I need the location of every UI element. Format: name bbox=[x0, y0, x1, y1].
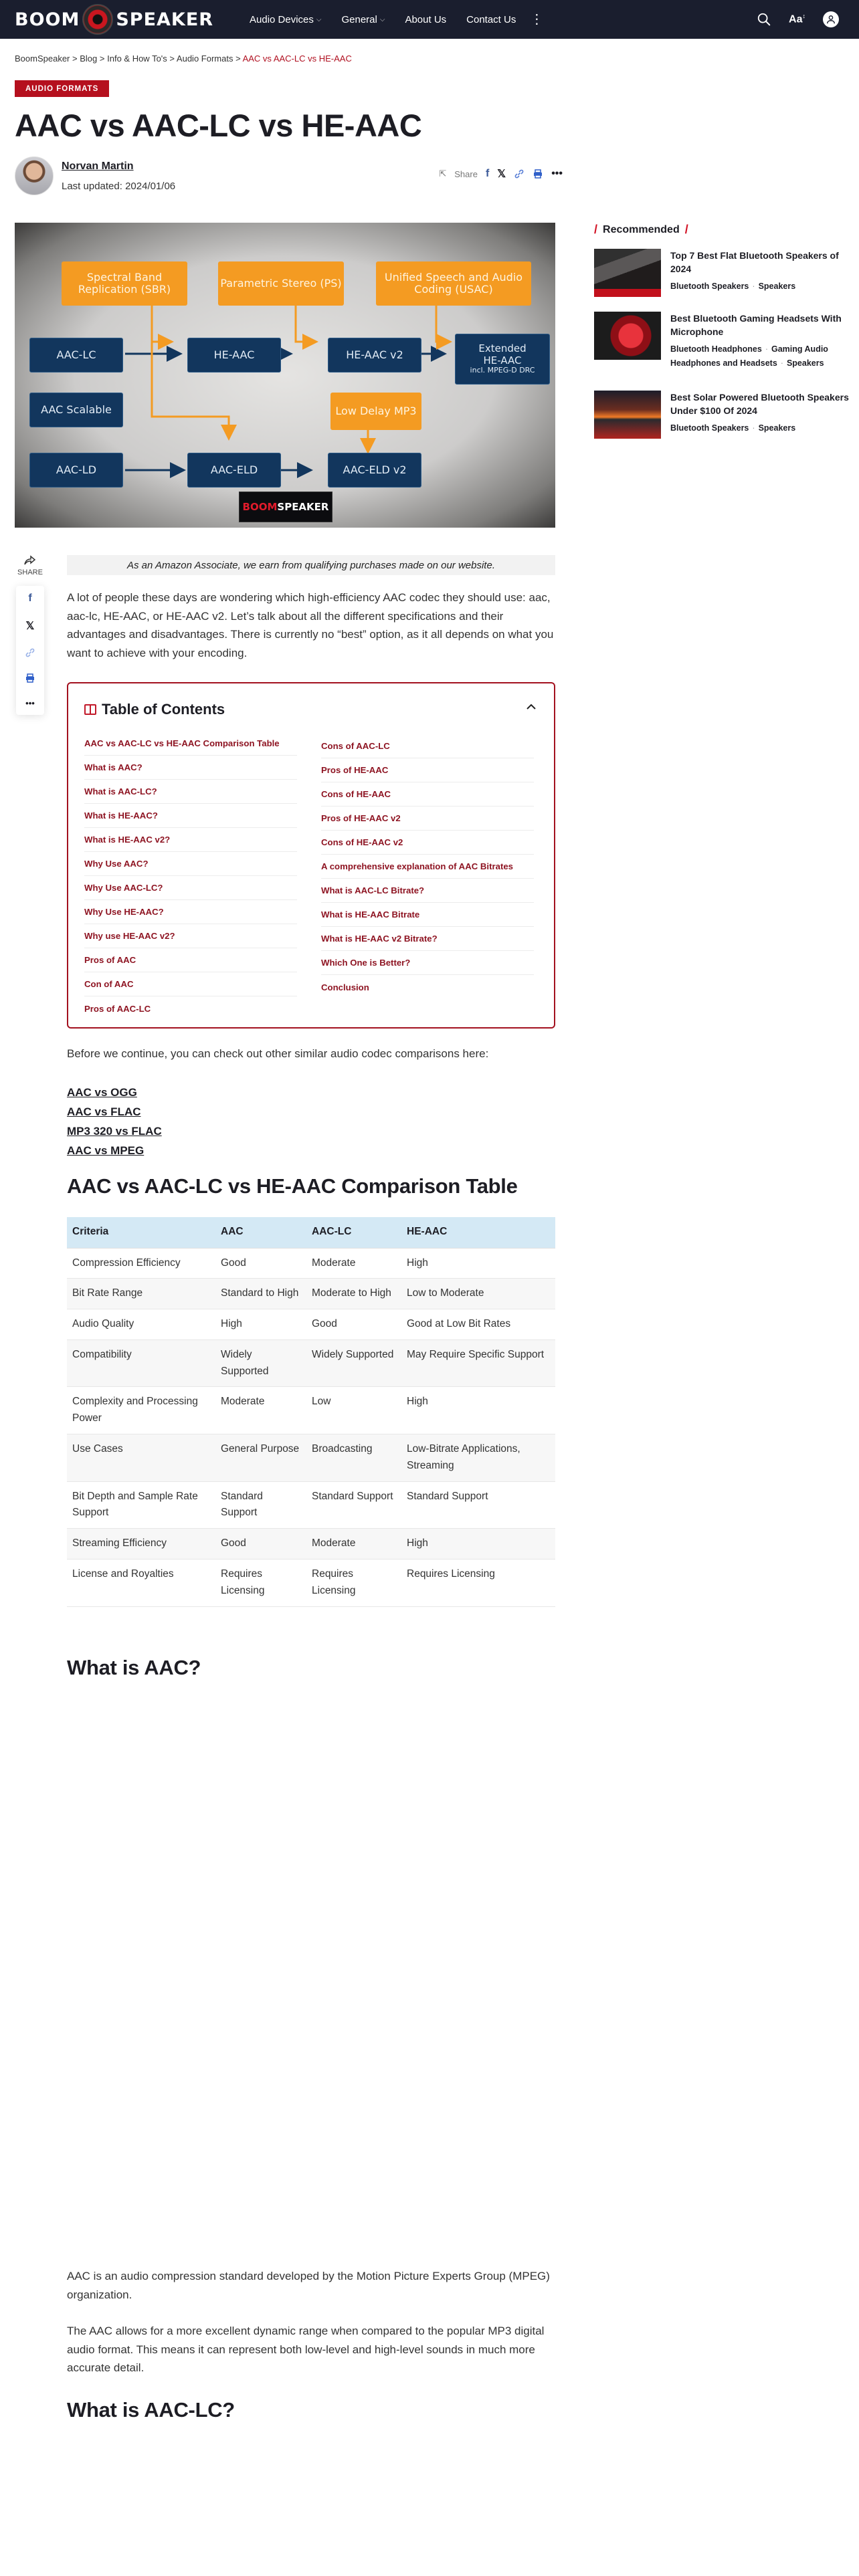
table-row bbox=[67, 1279, 555, 1309]
table-header-row bbox=[67, 1217, 555, 1248]
related-comparisons bbox=[67, 1085, 162, 1158]
table-cell: Audio Quality bbox=[67, 1309, 215, 1340]
share-icon-stack bbox=[16, 586, 44, 715]
table-cell: Bit Depth and Sample Rate Support bbox=[67, 1481, 215, 1529]
header-actions bbox=[757, 0, 839, 39]
toc-link[interactable]: Con of AAC bbox=[84, 972, 297, 996]
toc-link[interactable]: Pros of HE-AAC bbox=[321, 758, 534, 782]
thumbnail-image[interactable] bbox=[594, 312, 661, 360]
table-cell: Requires Licensing bbox=[401, 1560, 555, 1607]
box-he-aac: HE-AAC bbox=[187, 338, 281, 372]
toc-link[interactable]: Pros of HE-AAC v2 bbox=[321, 807, 534, 831]
table-cell: Standard Support bbox=[306, 1481, 401, 1529]
chevron-up-icon[interactable] bbox=[526, 704, 537, 710]
breadcrumb-item[interactable]: BoomSpeaker bbox=[15, 53, 70, 64]
table-cell: May Require Specific Support bbox=[401, 1339, 555, 1387]
nav-label: Audio Devices bbox=[250, 13, 314, 25]
box-extended-line1: Extended bbox=[478, 342, 527, 355]
table-cell: Streaming Efficiency bbox=[67, 1529, 215, 1560]
copy-link-icon[interactable] bbox=[514, 169, 524, 179]
breadcrumb-separator: > bbox=[169, 53, 175, 64]
table-cell: Standard to High bbox=[215, 1279, 306, 1309]
nav-audio-devices[interactable] bbox=[240, 14, 331, 25]
facebook-icon[interactable]: f bbox=[485, 168, 490, 179]
section-heading-comparison: AAC vs AAC-LC vs HE-AAC Comparison Table bbox=[67, 1174, 518, 1198]
table-header: AAC-LC bbox=[306, 1217, 401, 1248]
category-link[interactable]: Bluetooth Headphones bbox=[670, 344, 762, 354]
table-cell: Moderate to High bbox=[306, 1279, 401, 1309]
table-cell: Low-Bitrate Applications, Streaming bbox=[401, 1434, 555, 1482]
logo-word-right: SPEAKER bbox=[116, 9, 214, 30]
thumbnail-image[interactable] bbox=[594, 249, 661, 297]
toc-column-left bbox=[84, 732, 297, 1021]
related-link[interactable]: AAC vs OGG bbox=[67, 1086, 137, 1099]
toc-link[interactable]: What is AAC-LC? bbox=[84, 780, 297, 804]
breadcrumb-item[interactable]: Audio Formats bbox=[176, 53, 233, 64]
site-logo[interactable] bbox=[15, 4, 218, 35]
chevron-down-icon: ⌵ bbox=[379, 15, 385, 23]
toc-link[interactable]: Pros of AAC bbox=[84, 948, 297, 972]
logo-word-left: BOOM bbox=[15, 9, 80, 30]
table-cell: Requires Licensing bbox=[306, 1560, 401, 1607]
author-name[interactable]: Norvan Martin bbox=[62, 160, 134, 172]
table-cell: Widely Supported bbox=[215, 1339, 306, 1387]
table-header: Criteria bbox=[67, 1217, 215, 1248]
font-size-button[interactable]: Aa↕ bbox=[789, 13, 805, 25]
breadcrumb-separator: > bbox=[235, 53, 241, 64]
category-link[interactable]: Speakers bbox=[758, 282, 796, 291]
copy-link-icon[interactable] bbox=[25, 647, 35, 658]
section-heading-what-is-aac: What is AAC? bbox=[67, 1656, 201, 1679]
table-cell: High bbox=[215, 1309, 306, 1340]
toc-title: Table of Contents bbox=[102, 701, 225, 718]
toc-link[interactable]: Why Use AAC? bbox=[84, 852, 297, 876]
related-link[interactable]: AAC vs FLAC bbox=[67, 1105, 141, 1118]
font-size-label: Aa bbox=[789, 13, 803, 25]
x-twitter-icon[interactable]: 𝕏 bbox=[25, 621, 35, 632]
search-icon[interactable] bbox=[757, 12, 771, 27]
user-icon[interactable] bbox=[823, 11, 839, 27]
category-badge[interactable]: AUDIO FORMATS bbox=[15, 80, 109, 97]
table-row bbox=[67, 1309, 555, 1340]
breadcrumb-separator: > bbox=[72, 53, 78, 64]
box-aac-eld: AAC-ELD bbox=[187, 453, 281, 488]
recommended-categories bbox=[670, 421, 851, 435]
table-header: AAC bbox=[215, 1217, 306, 1248]
section-heading-what-is-aac-lc: What is AAC-LC? bbox=[67, 2398, 235, 2422]
nav-general[interactable] bbox=[331, 14, 395, 25]
nav-label: General bbox=[341, 13, 377, 25]
nav-contact-us[interactable] bbox=[456, 14, 526, 25]
book-icon bbox=[84, 704, 96, 715]
comparison-table bbox=[67, 1217, 555, 1607]
watermark-right: SPEAKER bbox=[277, 501, 329, 513]
recommended-title[interactable]: Best Solar Powered Bluetooth Speakers Under $100 Of 2024 bbox=[670, 392, 849, 417]
toc-link[interactable]: What is HE-AAC v2? bbox=[84, 828, 297, 852]
table-cell: Good at Low Bit Rates bbox=[401, 1309, 555, 1340]
table-cell: Compatibility bbox=[67, 1339, 215, 1387]
separator-dot: · bbox=[752, 423, 755, 433]
before-links-paragraph: Before we continue, you can check out other similar audio codec comparisons here: bbox=[67, 1047, 489, 1060]
speaker-logo-icon bbox=[82, 4, 113, 35]
watermark-left: BOOM bbox=[242, 501, 278, 513]
thumbnail-image[interactable] bbox=[594, 391, 661, 439]
toc-link[interactable]: Conclusion bbox=[321, 982, 369, 992]
table-cell: High bbox=[401, 1248, 555, 1279]
recommended-title[interactable]: Best Bluetooth Gaming Headsets With Microphone bbox=[670, 313, 842, 338]
category-link[interactable]: Gaming Audio bbox=[771, 344, 828, 354]
table-cell: Good bbox=[215, 1248, 306, 1279]
site-header bbox=[0, 0, 859, 39]
nav-about-us[interactable] bbox=[395, 14, 456, 25]
toc-link[interactable]: AAC vs AAC-LC vs HE-AAC Comparison Table bbox=[84, 732, 297, 756]
table-row bbox=[67, 1529, 555, 1560]
toc-link[interactable]: Cons of HE-AAC bbox=[321, 782, 534, 807]
separator-dot: · bbox=[780, 358, 783, 368]
affiliate-notice: As an Amazon Associate, we earn from qualifying purchases made on our website. bbox=[67, 555, 555, 575]
heading-accent: / bbox=[594, 223, 598, 236]
toc-link[interactable]: Cons of HE-AAC v2 bbox=[321, 831, 534, 855]
nav-label: Contact Us bbox=[466, 13, 516, 25]
author-avatar[interactable] bbox=[15, 156, 54, 195]
intro-paragraph: A lot of people these days are wondering which high-efficiency AAC codec they should use: aac, aac-lc, HE-AAC, or HE-AAC v2. Let’s talk about all the different specifications and their advantages and disadvantages. There is currently no “best” option, as it all depends on what you want to achieve with your encoding. bbox=[67, 591, 554, 659]
toc-link[interactable]: Why Use AAC-LC? bbox=[84, 876, 297, 900]
share-icon bbox=[24, 555, 36, 566]
table-cell: Bit Rate Range bbox=[67, 1279, 215, 1309]
box-aac-scalable: AAC Scalable bbox=[29, 393, 123, 427]
print-icon[interactable] bbox=[533, 169, 543, 179]
breadcrumb-item[interactable]: Info & How To's bbox=[107, 53, 167, 64]
share-label: Share bbox=[454, 169, 478, 179]
table-cell: Low bbox=[306, 1387, 401, 1434]
nav-label: About Us bbox=[405, 13, 447, 25]
recommended-categories bbox=[670, 342, 851, 371]
box-extended-line2: HE-AAC bbox=[483, 354, 522, 366]
category-link[interactable]: Speakers bbox=[786, 358, 824, 368]
category-link[interactable]: Bluetooth Speakers bbox=[670, 423, 749, 433]
toc-link[interactable]: What is AAC-LC Bitrate? bbox=[321, 879, 534, 903]
table-cell: Widely Supported bbox=[306, 1339, 401, 1387]
table-cell: License and Royalties bbox=[67, 1560, 215, 1607]
table-cell: Good bbox=[306, 1309, 401, 1340]
facebook-icon[interactable]: f bbox=[28, 593, 32, 604]
box-aac-eld-v2: AAC-ELD v2 bbox=[328, 453, 421, 488]
toc-link[interactable]: What is HE-AAC? bbox=[84, 804, 297, 828]
table-cell: High bbox=[401, 1387, 555, 1434]
aac-paragraph-1: AAC is an audio compression standard developed by the Motion Picture Experts Group (MPEG) organization. bbox=[67, 2270, 550, 2301]
share-bar bbox=[439, 167, 563, 181]
table-cell: Complexity and Processing Power bbox=[67, 1387, 215, 1434]
recommended-title: Recommended bbox=[603, 223, 680, 235]
category-link[interactable]: Bluetooth Speakers bbox=[670, 282, 749, 291]
toc-link[interactable]: Pros of AAC-LC bbox=[84, 1003, 151, 1014]
breadcrumb-item[interactable]: Blog bbox=[80, 53, 98, 64]
more-share-icon[interactable]: ••• bbox=[551, 168, 563, 179]
box-usac: Unified Speech and Audio Coding (USAC) bbox=[376, 261, 531, 306]
table-cell: Moderate bbox=[215, 1387, 306, 1434]
share-icon: ⇱ bbox=[439, 169, 447, 179]
chevron-down-icon: ⌵ bbox=[316, 15, 322, 23]
table-cell: Standard Support bbox=[401, 1481, 555, 1529]
last-updated: Last updated: 2024/01/06 bbox=[62, 181, 176, 192]
table-cell: High bbox=[401, 1529, 555, 1560]
separator-dot: · bbox=[752, 282, 755, 291]
recommended-title[interactable]: Top 7 Best Flat Bluetooth Speakers of 2024 bbox=[670, 250, 839, 275]
box-ps: Parametric Stereo (PS) bbox=[218, 261, 344, 306]
toc-link[interactable]: Why Use HE-AAC? bbox=[84, 900, 297, 924]
table-row bbox=[67, 1434, 555, 1482]
image-watermark-logo bbox=[239, 492, 332, 522]
breadcrumb-separator: > bbox=[99, 53, 105, 64]
table-cell: Use Cases bbox=[67, 1434, 215, 1482]
table-cell: Moderate bbox=[306, 1529, 401, 1560]
recommended-categories bbox=[670, 280, 851, 294]
box-aac-ld: AAC-LD bbox=[29, 453, 123, 488]
table-cell: Standard Support bbox=[215, 1481, 306, 1529]
sticky-share bbox=[15, 555, 45, 715]
table-cell: General Purpose bbox=[215, 1434, 306, 1482]
table-cell: Requires Licensing bbox=[215, 1560, 306, 1607]
recommended-heading bbox=[594, 223, 688, 237]
box-aac-lc: AAC-LC bbox=[29, 338, 123, 372]
toc-link[interactable]: What is HE-AAC Bitrate bbox=[321, 903, 534, 927]
page-title: AAC vs AAC-LC vs HE-AAC bbox=[15, 108, 422, 143]
toc-link[interactable]: What is HE-AAC v2 Bitrate? bbox=[321, 927, 534, 951]
breadcrumb bbox=[15, 53, 352, 64]
toc-heading[interactable] bbox=[84, 701, 225, 718]
table-cell: Low to Moderate bbox=[401, 1279, 555, 1309]
separator-dot: · bbox=[765, 344, 768, 354]
aac-paragraph-2: The AAC allows for a more excellent dynamic range when compared to the popular MP3 digital audio format. This means it can represent both low-level and high-level sounds in much more accurate detail. bbox=[67, 2325, 545, 2375]
toc-link[interactable]: Which One is Better? bbox=[321, 951, 534, 975]
table-row bbox=[67, 1481, 555, 1529]
table-header: HE-AAC bbox=[401, 1217, 555, 1248]
table-row bbox=[67, 1339, 555, 1387]
table-row bbox=[67, 1560, 555, 1607]
box-extended-he-aac bbox=[455, 334, 550, 385]
table-of-contents bbox=[67, 682, 555, 1029]
main-nav bbox=[240, 0, 547, 39]
heading-accent: / bbox=[684, 223, 688, 236]
box-sbr: Spectral Band Replication (SBR) bbox=[62, 261, 187, 306]
box-low-delay-mp3: Low Delay MP3 bbox=[330, 393, 421, 430]
print-icon[interactable] bbox=[25, 673, 35, 683]
toc-link[interactable]: Why use HE-AAC v2? bbox=[84, 924, 297, 948]
more-share-icon[interactable]: ••• bbox=[25, 698, 35, 708]
table-cell: Compression Efficiency bbox=[67, 1248, 215, 1279]
toc-link[interactable]: A comprehensive explanation of AAC Bitrates bbox=[321, 855, 534, 879]
box-extended-line3: incl. MPEG-D DRC bbox=[470, 365, 535, 374]
related-link[interactable]: AAC vs MPEG bbox=[67, 1144, 145, 1157]
toc-link[interactable]: Cons of AAC-LC bbox=[321, 734, 534, 758]
table-row bbox=[67, 1387, 555, 1434]
toc-column-right bbox=[321, 734, 534, 999]
table-cell: Moderate bbox=[306, 1248, 401, 1279]
table-cell: Broadcasting bbox=[306, 1434, 401, 1482]
breadcrumb-current: AAC vs AAC-LC vs HE-AAC bbox=[242, 53, 352, 64]
featured-image bbox=[15, 223, 555, 528]
table-row bbox=[67, 1248, 555, 1279]
box-he-aac-v2: HE-AAC v2 bbox=[328, 338, 421, 372]
x-twitter-icon[interactable]: 𝕏 bbox=[497, 169, 506, 180]
toc-link[interactable]: What is AAC? bbox=[84, 756, 297, 780]
related-link[interactable]: MP3 320 vs FLAC bbox=[67, 1125, 162, 1138]
category-link[interactable]: Speakers bbox=[758, 423, 796, 433]
share-label: SHARE bbox=[17, 568, 43, 576]
table-cell: Good bbox=[215, 1529, 306, 1560]
more-menu-icon[interactable]: ⋮ bbox=[530, 12, 544, 27]
category-link[interactable]: Headphones and Headsets bbox=[670, 358, 777, 368]
